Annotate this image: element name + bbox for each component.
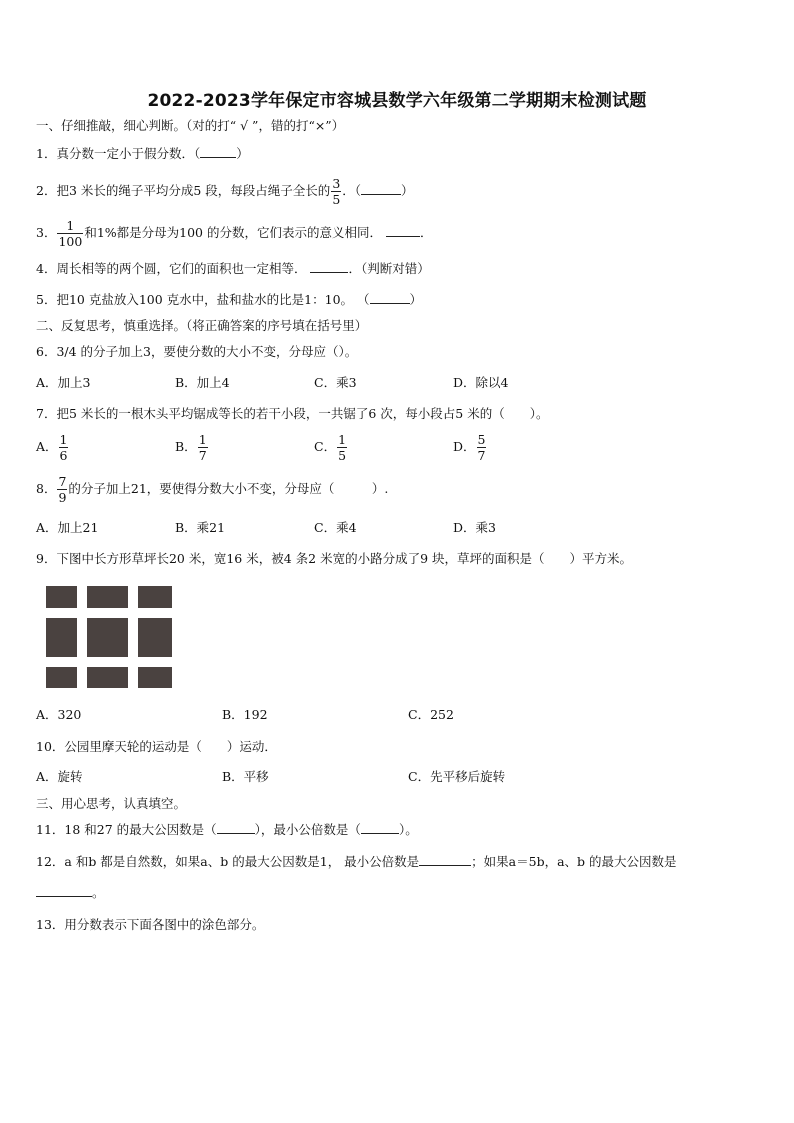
question-7: 7．把5 米长的一根木头平均锯成等长的若干小段，一共锯了6 次，每小段占5 米的（ ）。 bbox=[36, 406, 549, 421]
option-b[interactable]: B．乘21 bbox=[175, 520, 226, 535]
question-3-end: ． bbox=[419, 225, 433, 240]
fraction-numerator: 3 bbox=[332, 176, 341, 191]
question-11-end: ）。 bbox=[398, 822, 418, 837]
option-d[interactable] bbox=[453, 432, 487, 463]
question-1-end: ） bbox=[236, 146, 249, 161]
fraction-denominator: 7 bbox=[198, 448, 207, 463]
fraction-denominator: 5 bbox=[332, 192, 341, 207]
question-11-mid: ），最小公倍数是（ bbox=[254, 822, 361, 837]
question-12-continued bbox=[36, 884, 105, 902]
question-4-text: 4．周长相等的两个圆，它们的面积也一定相等． bbox=[36, 261, 307, 276]
option-c[interactable]: C．乘4 bbox=[314, 520, 357, 535]
option-c[interactable]: C．252 bbox=[408, 707, 454, 722]
fraction-numerator: 1 bbox=[57, 218, 83, 234]
question-4 bbox=[36, 260, 430, 278]
fraction-numerator: 5 bbox=[477, 432, 486, 447]
option-a[interactable] bbox=[36, 432, 69, 463]
answer-blank[interactable] bbox=[200, 145, 236, 158]
question-8-number: 8． bbox=[36, 481, 57, 496]
option-d[interactable]: D．除以4 bbox=[453, 375, 509, 390]
question-5-text: 5．把10 克盐放入100 克水中，盐和盐水的比是1：10。 （ bbox=[36, 292, 370, 307]
question-3-number: 3． bbox=[36, 225, 57, 240]
option-d[interactable]: D．乘3 bbox=[453, 520, 496, 535]
option-a[interactable]: A．加上3 bbox=[36, 375, 91, 390]
section-heading-2: 二、反复思考，慎重选择。（将正确答案的序号填在括号里） bbox=[36, 318, 368, 333]
option-label: C． bbox=[314, 439, 337, 454]
path-horizontal-1 bbox=[46, 608, 172, 618]
answer-blank[interactable] bbox=[361, 821, 399, 834]
option-b[interactable]: B．192 bbox=[222, 707, 268, 722]
answer-blank[interactable] bbox=[419, 853, 471, 866]
fraction bbox=[331, 176, 341, 207]
question-5 bbox=[36, 291, 422, 309]
fraction bbox=[198, 432, 208, 463]
question-8 bbox=[36, 474, 388, 505]
fraction-denominator: 7 bbox=[477, 448, 486, 463]
answer-blank[interactable] bbox=[386, 224, 420, 237]
answer-blank[interactable] bbox=[217, 821, 255, 834]
option-c[interactable]: C．乘3 bbox=[314, 375, 357, 390]
option-c[interactable] bbox=[314, 432, 348, 463]
fraction bbox=[59, 432, 69, 463]
fraction bbox=[57, 474, 67, 505]
question-12 bbox=[36, 853, 677, 871]
option-c[interactable]: C．先平移后旋转 bbox=[408, 769, 506, 784]
option-b[interactable] bbox=[175, 432, 209, 463]
path-horizontal-2 bbox=[46, 657, 172, 667]
question-2-end: ） bbox=[401, 183, 414, 198]
question-2 bbox=[36, 176, 414, 207]
section-heading-1: 一、仔细推敲，细心判断。（对的打“ √ ”，错的打“×”） bbox=[36, 118, 345, 133]
lawn-area bbox=[46, 586, 172, 688]
question-11-text: 11．18 和27 的最大公因数是（ bbox=[36, 822, 217, 837]
option-label: D． bbox=[453, 439, 476, 454]
answer-blank[interactable] bbox=[36, 884, 92, 897]
section-heading-3: 三、用心思考，认真填空。 bbox=[36, 796, 187, 811]
question-10: 10．公园里摩天轮的运动是（ ）运动． bbox=[36, 739, 277, 754]
option-a[interactable]: A．加上21 bbox=[36, 520, 99, 535]
fraction-numerator: 1 bbox=[198, 432, 207, 447]
question-5-end: ） bbox=[409, 292, 423, 307]
fraction-denominator: 5 bbox=[338, 448, 347, 463]
question-9: 9．下图中长方形草坪长20 米，宽16 米，被4 条2 米宽的小路分成了9 块，草坪的面积是（ ）平方米。 bbox=[36, 551, 632, 566]
question-12-mid: ；如果a＝5b，a、b 的最大公因数是 bbox=[471, 854, 677, 869]
fraction bbox=[337, 432, 347, 463]
option-b[interactable]: B．加上4 bbox=[175, 375, 230, 390]
option-a[interactable]: A．320 bbox=[36, 707, 82, 722]
path-vertical-2 bbox=[128, 586, 138, 688]
option-label: A． bbox=[36, 439, 58, 454]
fraction-numerator: 1 bbox=[59, 432, 68, 447]
fraction-denominator: 100 bbox=[58, 234, 83, 249]
question-2-post: ．（ bbox=[342, 183, 362, 198]
question-3-text: 和1%都是分母为100 的分数，它们表示的意义相同． bbox=[84, 225, 382, 240]
question-3 bbox=[36, 218, 432, 249]
answer-blank[interactable] bbox=[361, 182, 401, 195]
fraction-denominator: 9 bbox=[58, 490, 67, 505]
fraction bbox=[57, 218, 83, 249]
option-label: B． bbox=[175, 439, 197, 454]
question-1 bbox=[36, 145, 249, 163]
page-title: 2022-2023学年保定市容城县数学六年级第二学期期末检测试题 bbox=[147, 91, 647, 111]
question-13: 13．用分数表示下面各图中的涂色部分。 bbox=[36, 917, 265, 932]
question-8-text: 的分子加上21，要使得分数大小不变，分母应（ ）. bbox=[68, 481, 389, 496]
path-vertical-1 bbox=[77, 586, 87, 688]
fraction bbox=[477, 432, 487, 463]
question-12-text: 12．a 和b 都是自然数，如果a、b 的最大公因数是1， 最小公倍数是 bbox=[36, 854, 420, 869]
question-2-text: 2．把3 米长的绳子平均分成5 段，每段占绳子全长的 bbox=[36, 183, 331, 198]
fraction-numerator: 7 bbox=[58, 474, 67, 489]
lawn-diagram bbox=[46, 586, 172, 688]
fraction-denominator: 6 bbox=[59, 448, 68, 463]
option-b[interactable]: B．平移 bbox=[222, 769, 269, 784]
question-11 bbox=[36, 821, 418, 839]
answer-blank[interactable] bbox=[310, 260, 348, 273]
question-1-text: 1．真分数一定小于假分数．（ bbox=[36, 146, 201, 161]
question-4-end: ．（判断对错） bbox=[348, 261, 430, 276]
question-12-end: 。 bbox=[92, 885, 105, 900]
option-a[interactable]: A．旋转 bbox=[36, 769, 83, 784]
question-6: 6．3/4 的分子加上3，要使分数的大小不变，分母应（）。 bbox=[36, 344, 358, 359]
answer-blank[interactable] bbox=[370, 291, 410, 304]
fraction-numerator: 1 bbox=[338, 432, 347, 447]
